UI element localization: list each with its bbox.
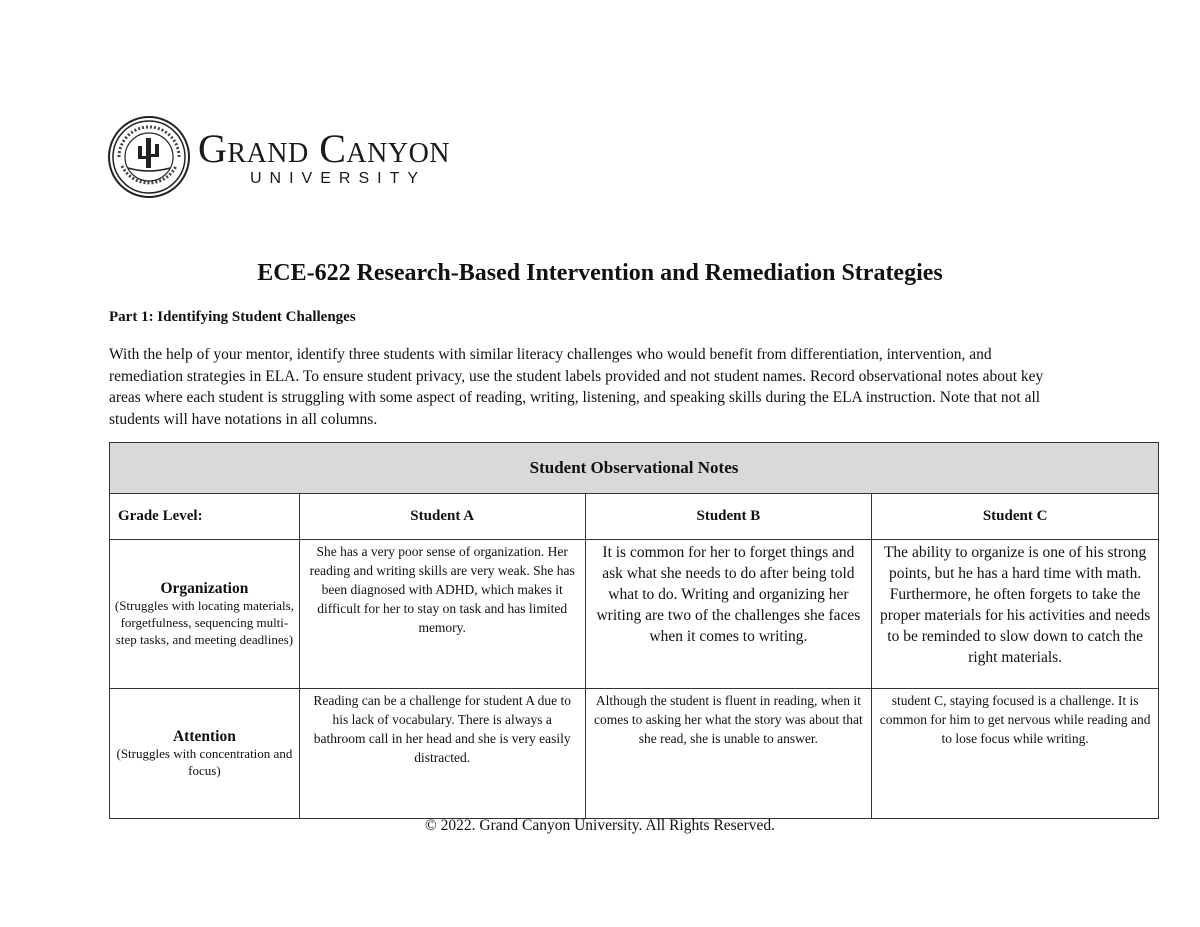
row-sublabel: (Struggles with concentration and focus) bbox=[116, 746, 293, 778]
row-label: Organization bbox=[160, 580, 249, 597]
university-seal-icon bbox=[108, 116, 190, 198]
row-label-organization bbox=[110, 540, 300, 689]
cell-attention-student-c: student C, staying focused is a challenge. It is common for him to get nervous while reading and to lose focus while writing. bbox=[872, 689, 1159, 819]
row-sublabel: (Struggles with locating materials, forgetfulness, sequencing multi-step tasks, and meeting deadlines) bbox=[114, 598, 294, 647]
table-header: Student Observational Notes bbox=[110, 443, 1159, 494]
cell-organization-student-c: The ability to organize is one of his strong points, but he has a hard time with math. Furthermore, he often forgets to take the proper materials for his activities and needs to be reminded to slow down to catch the right materials. bbox=[872, 540, 1159, 689]
university-wordmark bbox=[198, 126, 451, 189]
row-label: Attention bbox=[172, 728, 236, 745]
copyright-footer: © 2022. Grand Canyon University. All Rights Reserved. bbox=[424, 817, 775, 834]
table-row bbox=[110, 540, 1159, 689]
part-heading: Part 1: Identifying Student Challenges bbox=[109, 309, 356, 325]
row-label-attention bbox=[110, 689, 300, 819]
column-header-student-c: Student C bbox=[872, 494, 1159, 540]
observational-notes-table bbox=[109, 442, 1159, 819]
cell-organization-student-b: It is common for her to forget things and ask what she needs to do after being told what to do. Writing and organizing her writing are two of the challenges she faces when it comes to writing. bbox=[585, 540, 872, 689]
column-header-student-a: Student A bbox=[299, 494, 585, 540]
document-title: ECE-622 Research-Based Intervention and Remediation Strategies bbox=[257, 260, 943, 286]
university-logo bbox=[108, 116, 450, 198]
intro-paragraph: With the help of your mentor, identify three students with similar literacy challenges who would benefit from differentiation, intervention, and remediation strategies in ELA. To ensure student privacy, use the student labels provided and not student names. Record observational notes about key areas where each student is struggling with some aspect of reading, writing, listening, and speaking skills during the ELA instruction. Note that not all students will have notations in all columns. bbox=[109, 346, 1044, 428]
cell-attention-student-a: Reading can be a challenge for student A due to his lack of vocabulary. There is always a bathroom call in her head and she is very easily distracted. bbox=[299, 689, 585, 819]
logo-name-line1: Grand Canyon bbox=[198, 126, 451, 171]
column-header-student-b: Student B bbox=[585, 494, 872, 540]
table-row bbox=[110, 689, 1159, 819]
cell-attention-student-b: Although the student is fluent in reading, when it comes to asking her what the story was about that she read, she is unable to answer. bbox=[585, 689, 872, 819]
logo-name-line2: UNIVERSITY bbox=[250, 170, 427, 187]
cell-organization-student-a: She has a very poor sense of organization. Her reading and writing skills are very weak. She has been diagnosed with ADHD, which makes it difficult for her to stay on task and has limited memory. bbox=[299, 540, 585, 689]
column-header-grade-level: Grade Level: bbox=[110, 494, 300, 540]
